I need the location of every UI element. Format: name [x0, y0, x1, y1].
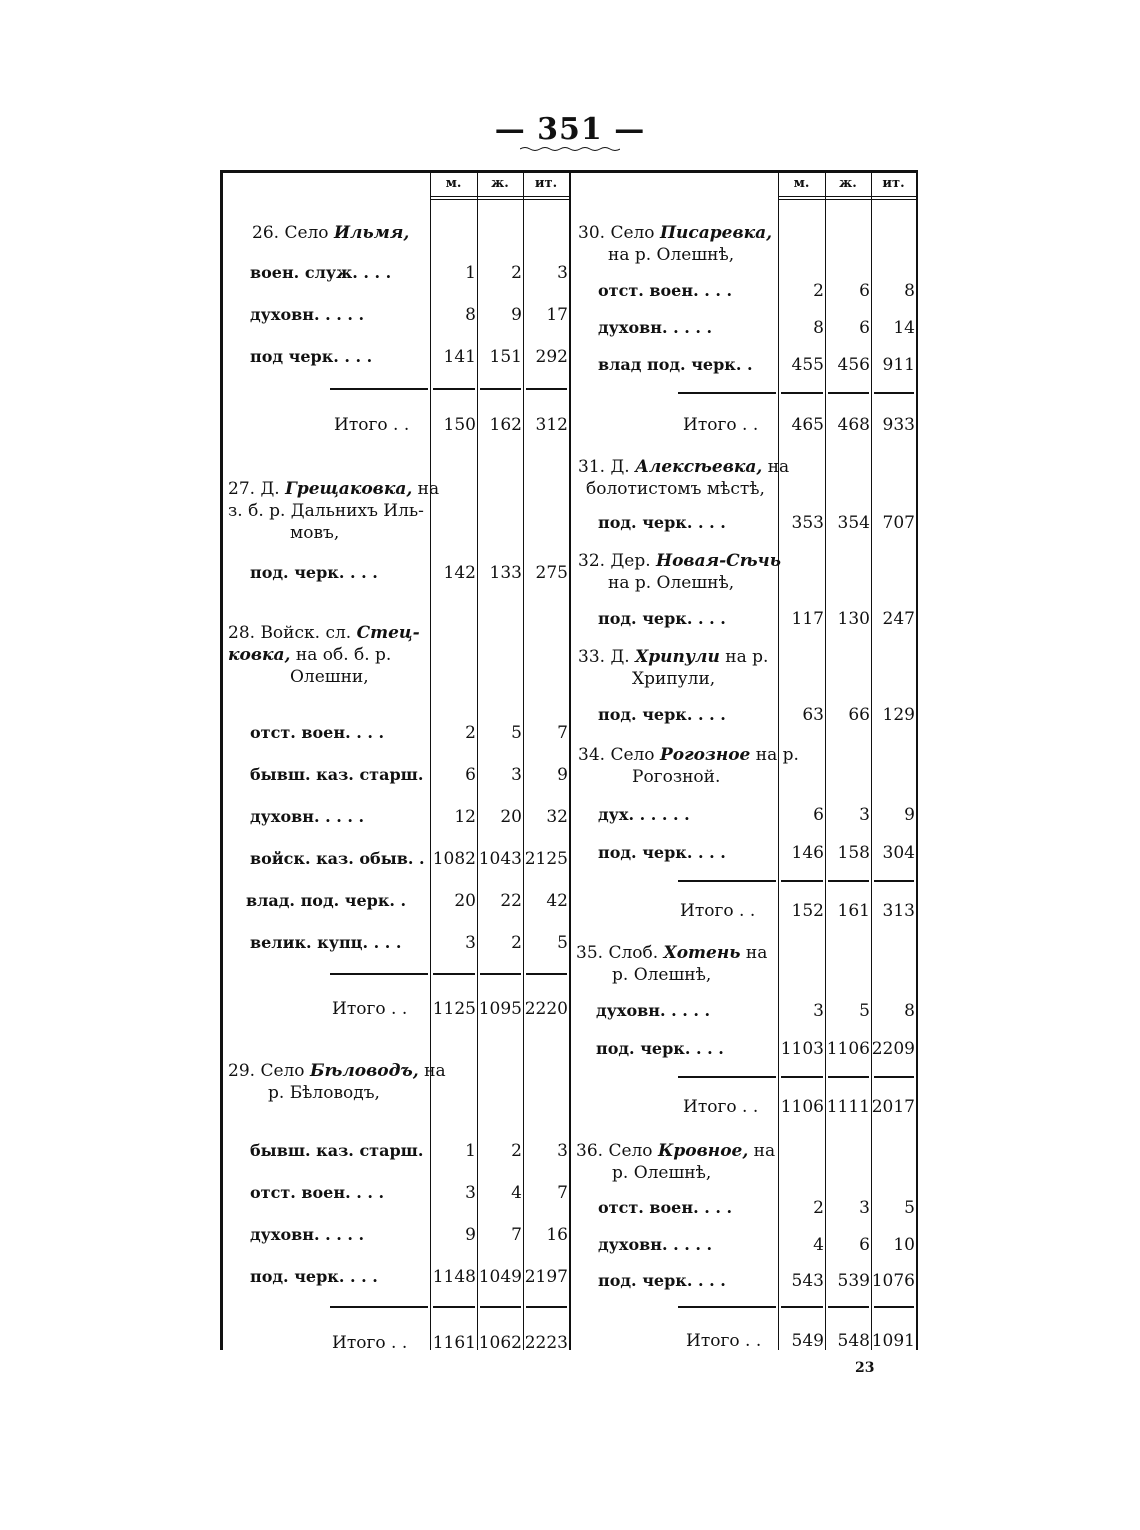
sum-rule [678, 392, 776, 394]
row-label: под. черк. . . . [598, 1271, 726, 1290]
total-cell: 2223 [524, 1333, 568, 1353]
entry-title: 35. Слоб. Хотень на [576, 943, 768, 963]
cell: 2 [511, 1141, 522, 1161]
entry-title-line: р. Олешнѣ, [612, 1163, 712, 1183]
sum-rule [480, 388, 521, 390]
row-label: велик. купц. . . . [250, 933, 402, 952]
cell: 2197 [524, 1267, 568, 1287]
entry-title: 30. Село Писаревка, [578, 223, 773, 243]
cell: 32 [546, 807, 568, 827]
cell: 304 [882, 843, 915, 863]
sum-rule [828, 392, 869, 394]
row-label: духовн. . . . . [250, 305, 365, 324]
cell: 354 [837, 513, 870, 533]
cell: 117 [791, 609, 824, 629]
ornamental-underline [520, 146, 620, 152]
total-label: Итого . . [334, 415, 410, 435]
cell: 129 [882, 705, 915, 725]
sum-rule [828, 1306, 869, 1308]
sum-rule [480, 1306, 521, 1308]
cell: 14 [893, 318, 915, 338]
entry-title-line: Хрипули, [632, 669, 716, 689]
sum-rule [781, 880, 823, 882]
row-label: духовн. . . . . [598, 318, 713, 337]
header-it-left: ит. [534, 176, 558, 191]
total-cell: 1161 [432, 1333, 476, 1353]
cell: 142 [443, 563, 476, 583]
cell: 158 [837, 843, 870, 863]
row-label: под. черк. . . . [598, 843, 726, 862]
cell: 63 [802, 705, 824, 725]
cell: 6 [859, 281, 870, 301]
header-rule [430, 199, 569, 200]
cell: 1082 [432, 849, 476, 869]
table-left-rule [220, 170, 223, 1350]
cell: 3 [859, 805, 870, 825]
cell: 6 [813, 805, 824, 825]
total-label: Итого . . [686, 1331, 762, 1351]
cell: 10 [893, 1235, 915, 1255]
row-label: под. черк. . . . [598, 609, 726, 628]
row-label: влад под. черк. . [598, 355, 753, 374]
table-right-rule [916, 170, 918, 1350]
sum-rule [480, 973, 521, 975]
sum-rule [874, 1306, 914, 1308]
entry-title-line: р. Олешнѣ, [612, 965, 712, 985]
row-label: духовн. . . . . [598, 1235, 713, 1254]
cell: 292 [535, 347, 568, 367]
row-label: бывш. каз. старш. [250, 1141, 424, 1160]
cell: 20 [454, 891, 476, 911]
total-cell: 162 [489, 415, 522, 435]
cell: 7 [557, 723, 568, 743]
sum-rule [828, 880, 869, 882]
sum-rule [874, 880, 914, 882]
entry-title-line: ковка, на об. б. р. [228, 645, 392, 665]
sum-rule [678, 880, 776, 882]
cell: 539 [837, 1271, 870, 1291]
sum-rule [781, 392, 823, 394]
cell: 1 [465, 1141, 476, 1161]
sum-rule [433, 973, 475, 975]
row-label: влад. под. черк. . [246, 891, 407, 910]
row-label: отст. воен. . . . [250, 1183, 385, 1202]
cell: 133 [489, 563, 522, 583]
cell: 16 [546, 1225, 568, 1245]
row-label: отст. воен. . . . [598, 1198, 733, 1217]
cell: 1106 [826, 1039, 870, 1059]
total-cell: 1125 [432, 999, 476, 1019]
entry-title: 26. Село Ильмя, [252, 223, 410, 243]
row-label: под. черк. . . . [598, 705, 726, 724]
row-label: отст. воен. . . . [598, 281, 733, 300]
cell: 20 [500, 807, 522, 827]
total-cell: 161 [837, 901, 870, 921]
row-label: отст. воен. . . . [250, 723, 385, 742]
sum-rule [781, 1306, 823, 1308]
sum-rule [526, 973, 567, 975]
total-label: Итого . . [680, 901, 756, 921]
total-cell: 313 [882, 901, 915, 921]
cell: 2 [813, 281, 824, 301]
cell: 2 [511, 263, 522, 283]
cell: 22 [500, 891, 522, 911]
cell: 1049 [478, 1267, 522, 1287]
entry-title: 28. Войск. сл. Стец- [228, 623, 420, 643]
entry-title-line: Рогозной. [632, 767, 721, 787]
total-cell: 549 [791, 1331, 824, 1351]
row-label: бывш. каз. старш. [250, 765, 424, 784]
cell: 8 [465, 305, 476, 325]
cell: 275 [535, 563, 568, 583]
sum-rule [526, 388, 567, 390]
cell: 146 [791, 843, 824, 863]
total-cell: 465 [791, 415, 824, 435]
total-cell: 468 [837, 415, 870, 435]
row-label: под. черк. . . . [250, 1267, 378, 1286]
cell: 1 [465, 263, 476, 283]
header-zh-right: ж. [839, 176, 857, 191]
row-label: дух. . . . . . [598, 805, 690, 824]
sum-rule [330, 1306, 428, 1308]
sum-rule [781, 1076, 823, 1078]
cell: 130 [837, 609, 870, 629]
entry-title: 33. Д. Хрипули на р. [578, 647, 769, 667]
cell: 3 [557, 263, 568, 283]
cell: 3 [465, 933, 476, 953]
total-cell: 1062 [478, 1333, 522, 1353]
cell: 1103 [780, 1039, 824, 1059]
cell: 353 [791, 513, 824, 533]
total-cell: 1111 [826, 1097, 870, 1117]
sum-rule [874, 1076, 914, 1078]
row-label: под. черк. . . . [598, 513, 726, 532]
total-cell: 152 [791, 901, 824, 921]
page-number: — 351 — [494, 112, 646, 147]
entry-title-line: на р. Олешнѣ, [608, 245, 735, 265]
cell: 6 [859, 318, 870, 338]
cell: 2125 [524, 849, 568, 869]
sum-rule [433, 388, 475, 390]
header-zh-left: ж. [491, 176, 509, 191]
row-label: под. черк. . . . [250, 563, 378, 582]
row-label: духовн. . . . . [250, 807, 365, 826]
cell: 4 [511, 1183, 522, 1203]
cell: 3 [465, 1183, 476, 1203]
cell: 1043 [478, 849, 522, 869]
cell: 3 [859, 1198, 870, 1218]
total-cell: 2017 [871, 1097, 915, 1117]
header-rule [430, 196, 569, 197]
cell: 455 [791, 355, 824, 375]
total-label: Итого . . [332, 1333, 408, 1353]
cell: 9 [511, 305, 522, 325]
entry-title: 32. Дер. Новая-Сѣчь [578, 551, 781, 571]
sum-rule [330, 388, 428, 390]
entry-title: 34. Село Рогозное на р. [578, 745, 799, 765]
header-rule [778, 196, 916, 197]
cell: 6 [465, 765, 476, 785]
total-label: Итого . . [683, 415, 759, 435]
cell: 8 [904, 1001, 915, 1021]
cell: 5 [511, 723, 522, 743]
cell: 7 [557, 1183, 568, 1203]
cell: 42 [546, 891, 568, 911]
header-m-left: м. [445, 176, 462, 191]
row-label: войск. каз. обыв. . [250, 849, 425, 868]
cell: 707 [882, 513, 915, 533]
cell: 2 [465, 723, 476, 743]
cell: 1148 [432, 1267, 476, 1287]
total-cell: 1095 [478, 999, 522, 1019]
cell: 543 [791, 1271, 824, 1291]
cell: 17 [546, 305, 568, 325]
entry-title: 27. Д. Грещаковка, на [228, 479, 440, 499]
total-label: Итого . . [683, 1097, 759, 1117]
table-center-divider [569, 170, 571, 1350]
sum-rule [828, 1076, 869, 1078]
total-cell: 1091 [871, 1331, 915, 1351]
cell: 247 [882, 609, 915, 629]
cell: 8 [813, 318, 824, 338]
cell: 3 [813, 1001, 824, 1021]
sum-rule [874, 392, 914, 394]
cell: 1076 [871, 1271, 915, 1291]
sum-rule [678, 1306, 776, 1308]
sum-rule [433, 1306, 475, 1308]
row-label: духовн. . . . . [250, 1225, 365, 1244]
cell: 66 [848, 705, 870, 725]
row-label: под. черк. . . . [596, 1039, 724, 1058]
cell: 2 [511, 933, 522, 953]
entry-title-line: мовъ, [290, 523, 340, 543]
cell: 9 [465, 1225, 476, 1245]
cell: 8 [904, 281, 915, 301]
total-cell: 2220 [524, 999, 568, 1019]
total-cell: 1106 [780, 1097, 824, 1117]
row-label: под черк. . . . [250, 347, 373, 366]
row-label: духовн. . . . . [596, 1001, 711, 1020]
entry-title-line: на р. Олешнѣ, [608, 573, 735, 593]
entry-title-line: р. Бѣловодъ, [268, 1083, 380, 1103]
sum-rule [330, 973, 428, 975]
sum-rule [678, 1076, 776, 1078]
cell: 9 [557, 765, 568, 785]
cell: 151 [489, 347, 522, 367]
entry-title: 36. Село Кровное, на [576, 1141, 776, 1161]
cell: 7 [511, 1225, 522, 1245]
cell: 3 [511, 765, 522, 785]
total-cell: 933 [882, 415, 915, 435]
cell: 2 [813, 1198, 824, 1218]
cell: 456 [837, 355, 870, 375]
cell: 6 [859, 1235, 870, 1255]
cell: 12 [454, 807, 476, 827]
entry-title: 31. Д. Алексѣевка, на [578, 457, 790, 477]
cell: 5 [904, 1198, 915, 1218]
total-cell: 150 [443, 415, 476, 435]
right-col-rule-it [871, 172, 872, 1350]
cell: 3 [557, 1141, 568, 1161]
cell: 911 [882, 355, 915, 375]
entry-title: 29. Село Бѣловодъ, на [228, 1061, 446, 1081]
cell: 4 [813, 1235, 824, 1255]
signature-mark: 23 [855, 1360, 875, 1376]
header-m-right: м. [793, 176, 810, 191]
header-rule [778, 199, 916, 200]
total-label: Итого . . [332, 999, 408, 1019]
cell: 141 [443, 347, 476, 367]
row-label: воен. служ. . . . [250, 263, 392, 282]
header-it-right: ит. [882, 176, 905, 191]
sum-rule [526, 1306, 567, 1308]
total-cell: 548 [837, 1331, 870, 1351]
total-cell: 312 [535, 415, 568, 435]
entry-title-line: з. б. р. Дальнихъ Иль- [228, 501, 424, 521]
entry-title-line: Олешни, [290, 667, 369, 687]
cell: 5 [859, 1001, 870, 1021]
cell: 5 [557, 933, 568, 953]
entry-title-line: болотистомъ мѣстѣ, [586, 479, 765, 499]
cell: 2209 [871, 1039, 915, 1059]
right-col-rule-zh [825, 172, 826, 1350]
cell: 9 [904, 805, 915, 825]
